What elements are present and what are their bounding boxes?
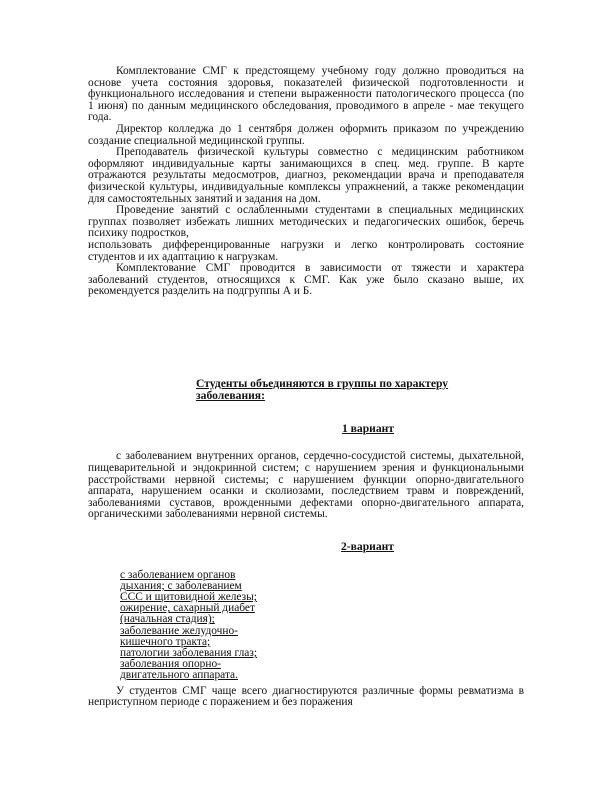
variant-1-title: 1 вариант [341,421,394,435]
paragraph-differentiated-loads: использовать дифференцированные нагрузки и легко контролировать состояние студентов и их адаптацию к нагрузкам. [88,238,524,263]
list-item: заболевание желудочно- [120,624,238,637]
list-item: ССС и щитовидной железы; [120,591,257,604]
spacer [88,298,524,378]
variant-2-list [120,570,280,682]
variant-1-text: с заболеванием внутренних органов, сердечно-сосудистой системы, дыхательной, пищеварительной и эндокринной систем; с нарушением зрения и функциональными расстройствами нервной системы; с нарушением функции опорно-двигательного аппарата, нарушением осанки и сколиозами, последствием травм и повреждений, заболеваниями суставов, врожденными дефектами опорно-двигательного аппарата, органическими заболеваниями нервной системы. [88,450,524,521]
list-item: заболевания опорно- [120,658,221,671]
list-item: ожирение, сахарный диабет [120,602,255,615]
paragraph-director-order: Директор колледжа до 1 сентября должен оформить приказом по учреждению создание специальной медицинской группы. [88,122,524,147]
list-item: дыхания; с заболеванием [120,579,242,592]
list-item: с заболеванием органов [120,568,236,581]
paragraph-subgroups: Комплектование СМГ проводится в зависимости от тяжести и характера заболеваний студентов, относящихся к СМГ. Как уже было сказано выше, их рекомендуется разделить на подгруппы А и Б. [88,262,524,298]
closing-paragraph: У студентов СМГ чаще всего диагностируются различные формы ревматизма в неприступном периоде с поражением и без поражения [88,684,524,709]
paragraph-individual-cards: Преподаватель физической культуры совместно с медицинским работником оформляют индивидуальные карты занимающихся в спец. мед. группе. В карте отражаются результаты медосмотров, диагноз, рекомендации врача и преподавателя физической культуры, индивидуальные комплексы упражнений, а также рекомендации для самостоятельных занятий и задания на дом. [88,146,524,205]
list-item: кишечного тракта; [120,635,211,648]
variant-2-title: 2-вариант [340,540,394,554]
document-page [88,66,524,709]
paragraph-classes-benefits: Проведение занятий с ослабленными студентами в специальных медицинских группах позволяет избежать лишних методических и педагогических ошибок, беречь психику подростков, [88,204,524,240]
list-item: патологии заболевания глаз; [120,647,258,660]
list-item: (начальная стадия); [120,613,215,626]
paragraph-staffing: Комплектование СМГ к предстоящему учебному году должно проводиться на основе учета состояния здоровья, показателей физической подготовленности и функционального исследования и степени выраженности патологического процесса (по 1 июня) по данным медицинского обследования, проводимого в апреле - мае текущего года. [88,65,524,124]
list-item: двигательного аппарата. [120,669,238,682]
groups-heading: Студенты объединяются в группы по характеру заболевания: [196,376,449,403]
